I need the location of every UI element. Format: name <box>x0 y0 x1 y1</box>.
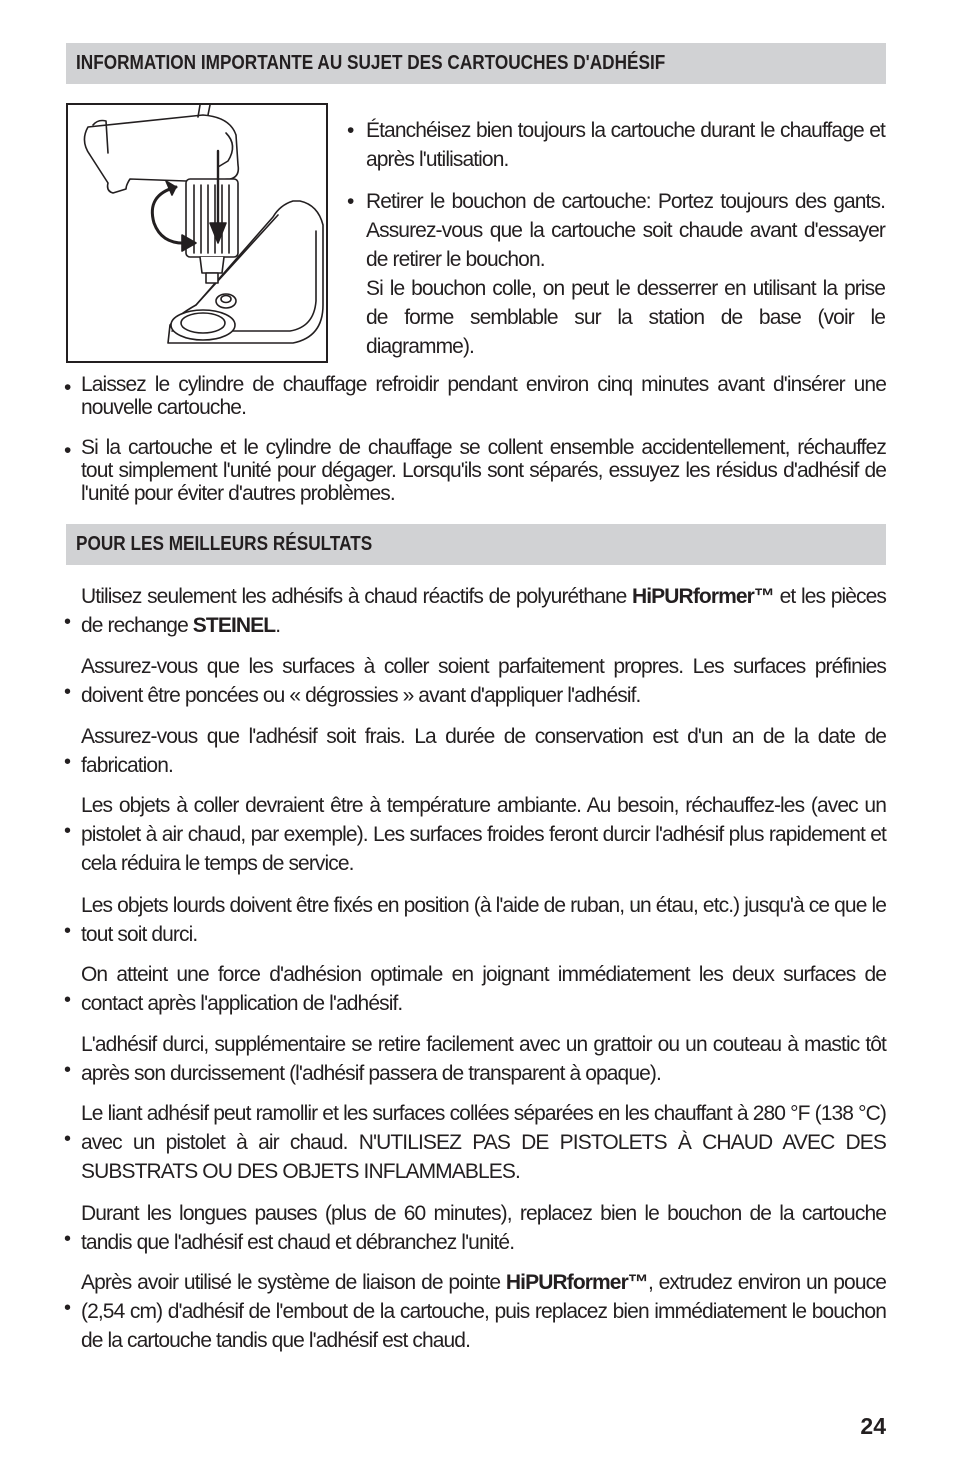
result-item-text: Les objets à coller devraient être à température ambiante. Au besoin, réchauffez-les (avec un pistolet à air chaud, par exemple). Les surfaces froides feront durcir l'adhésif plus rapidement et cela réduira le temps de service. <box>81 794 886 875</box>
bullet: • <box>64 820 71 842</box>
bullet: • <box>64 1297 71 1319</box>
result-item-10 <box>64 1268 886 1355</box>
result-item-8 <box>64 1099 886 1186</box>
result-item-text: On atteint une force d'adhésion optimale en joignant immédiatement les deux surfaces de contact après l'application de l'adhésif. <box>81 963 886 1015</box>
bullet: • <box>64 989 71 1011</box>
bullet-text: Laissez le cylindre de chauffage refroidir pendant environ cinq minutes avant d'insérer une nouvelle cartouche. <box>81 373 886 419</box>
figure-bullet-text: Retirer le bouchon de cartouche: Portez toujours des gants. Assurez-vous que la cartouche soit chaude avant d'essayer de retirer le bouchon. <box>366 190 885 271</box>
cartridge-removal-diagram <box>66 103 328 363</box>
bullet: • <box>347 190 354 213</box>
bullet: • <box>64 1128 71 1150</box>
result-item-5 <box>64 891 886 949</box>
bullet: • <box>64 376 71 399</box>
bullet: • <box>64 751 71 773</box>
page-number: 24 <box>860 1413 886 1439</box>
bullet: • <box>64 439 71 462</box>
bullet: • <box>64 611 71 633</box>
result-item-7 <box>64 1030 886 1088</box>
bullet: • <box>64 1059 71 1081</box>
result-item-text: Assurez-vous que l'adhésif soit frais. La durée de conservation est d'un an de la date de fabrication. <box>81 725 886 777</box>
result-item-6 <box>64 960 886 1018</box>
figure-bullet-text: Étanchéisez bien toujours la cartouche durant le chauffage et après l'utilisation. <box>366 119 885 171</box>
glue-gun-base-illustration <box>68 105 326 361</box>
section-heading-best-results <box>66 524 886 565</box>
result-item-4 <box>64 791 886 878</box>
result-item-text: Utilisez seulement les adhésifs à chaud réactifs de polyuréthane HiPURformer™ et les pièces de rechange STEINEL. <box>81 585 887 637</box>
result-item-text: Assurez-vous que les surfaces à coller soient parfaitement propres. Les surfaces préfinies doivent être poncées ou « dégrossies » avant d'appliquer l'adhésif. <box>81 655 886 707</box>
figure-bullet-continuation: Si le bouchon colle, on peut le desserrer en utilisant la prise de forme semblable sur la station de base (voir le diagramme). <box>366 277 885 358</box>
bullet: • <box>347 119 354 142</box>
section-heading-text: INFORMATION IMPORTANTE AU SUJET DES CARTOUCHES D'ADHÉSIF <box>76 52 666 74</box>
result-item-text: Les objets lourds doivent être fixés en position (à l'aide de ruban, un étau, etc.) jusqu'à ce que le tout soit durci. <box>81 894 886 946</box>
brand-name: HiPURformer™ <box>631 585 775 608</box>
result-item-text: L'adhésif durci, supplémentaire se retire facilement avec un grattoir ou un couteau à mastic tôt après son durcissement (l'adhésif passera de transparent à opaque). <box>81 1033 886 1085</box>
result-item-text: Le liant adhésif peut ramollir et les surfaces collées séparées en les chauffant à 280 °F (138 °C) avec un pistolet à air chaud. N'UTILISEZ PAS DE PISTOLETS À CHAUD AVEC DES SUBSTRATS OU DES OBJETS INFLAMMABLES. <box>81 1102 886 1183</box>
result-item-2 <box>64 652 886 710</box>
section-heading-cartridges <box>66 43 886 84</box>
brand-name: STEINEL <box>192 614 276 637</box>
brand-name: HiPURformer™ <box>505 1271 648 1294</box>
bullet-cooldown <box>64 373 886 419</box>
result-item-text: Durant les longues pauses (plus de 60 minutes), replacez bien le bouchon de la cartouche tandis que l'adhésif est chaud et débranchez l'unité. <box>81 1202 886 1254</box>
bullet: • <box>64 1228 71 1250</box>
result-item-text: Après avoir utilisé le système de liaison de pointe HiPURformer™, extrudez environ un pouce (2,54 cm) d'adhésif de l'embout de la cartouche, puis replacez bien immédiatement le bouchon de la cartouche tandis que l'adhésif est chaud. <box>81 1271 886 1352</box>
figure-bullet-1 <box>347 116 885 174</box>
section-heading-text: POUR LES MEILLEURS RÉSULTATS <box>76 533 373 555</box>
result-item-9 <box>64 1199 886 1257</box>
bullet: • <box>64 681 71 703</box>
bullet: • <box>64 920 71 942</box>
result-item-3 <box>64 722 886 780</box>
figure-bullet-2 <box>347 187 885 361</box>
result-item-1 <box>64 582 886 640</box>
bullet-stuck-cartridge <box>64 436 886 505</box>
bullet-text: Si la cartouche et le cylindre de chauffage se collent ensemble accidentellement, réchauffez tout simplement l'unité pour dégager. Lorsqu'ils sont séparés, essuyez les résidus d'adhésif de l'unité pour éviter d'autres problèmes. <box>81 436 886 505</box>
